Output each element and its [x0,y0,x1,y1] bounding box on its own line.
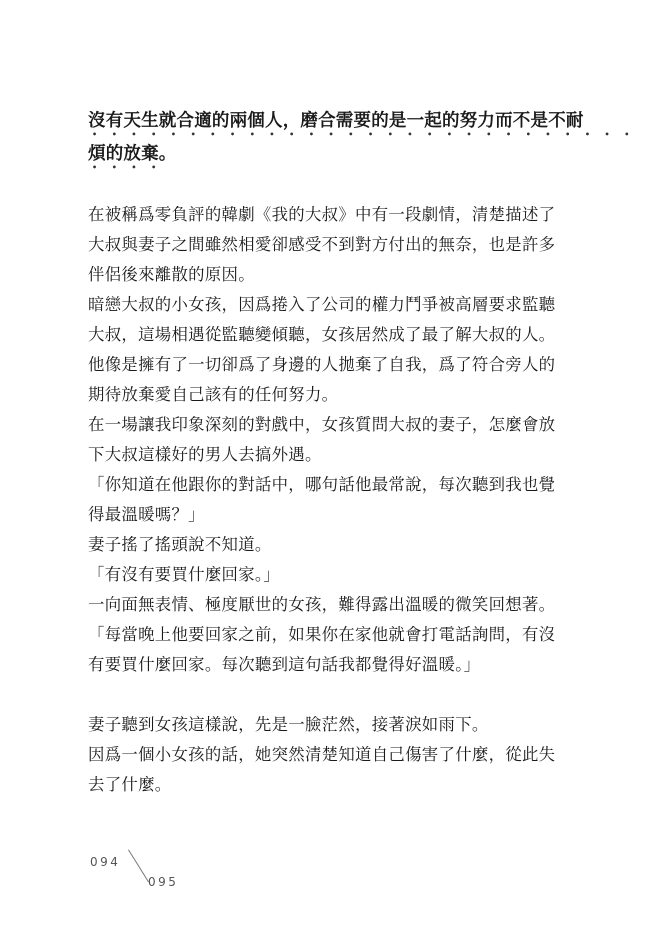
body-line: 一向面無表情、極度厭世的女孩，難得露出溫暖的微笑回想著。 [88,595,556,614]
body-line: 妻子搖了搖頭說不知道。 [88,535,272,554]
page-number-right: 095 [148,875,179,889]
body-line: 得最溫暖嗎？」 [88,505,205,524]
body-line: 去了什麼。 [88,775,172,794]
body-line: 他像是擁有了一切卻爲了身邊的人拋棄了自我，爲了符合旁人的 [88,355,556,374]
emphasis-dots-1: •••••••••••••••••••••••••••• [92,130,644,139]
page-number-divider [128,849,149,882]
paragraph-gap [88,680,563,710]
body-line: 因爲一個小女孩的話，她突然清楚知道自己傷害了什麼，從此失 [88,745,556,764]
page-number-left: 094 [90,855,121,869]
headline-text-2: 煩的放棄。 [88,144,177,164]
headline-text-1: 沒有天生就合適的兩個人，磨合需要的是一起的努力而不是不耐 [88,111,584,131]
body-line: 「每當晚上他要回家之前，如果你在家他就會打電話詢問，有沒 [88,625,556,644]
body-line: 在一場讓我印象深刻的對戲中，女孩質問大叔的妻子，怎麼會放 [88,415,556,434]
body-line: 暗戀大叔的小女孩，因爲捲入了公司的權力鬥爭被高層要求監聽 [88,295,556,314]
body-line: 大叔與妻子之間雖然相愛卻感受不到對方付出的無奈，也是許多 [88,235,556,254]
body-line: 大叔，這場相遇從監聽變傾聽，女孩居然成了最了解大叔的人。 [88,325,556,344]
body-text [88,200,563,800]
body-line: 「你知道在他跟你的對話中，哪句話他最常說，每次聽到我也覺 [88,475,556,494]
body-line: 期待放棄愛自己該有的任何努力。 [88,385,339,404]
headline [88,108,644,174]
headline-line-1 [88,108,644,141]
body-line: 「有沒有要買什麼回家。」 [88,565,281,584]
body-line: 妻子聽到女孩這樣說，先是一臉茫然，接著淚如雨下。 [88,715,489,734]
emphasis-dots-2: •••• [92,163,171,172]
body-line: 伴侶後來離散的原因。 [88,265,255,284]
body-line: 有要買什麼回家。每次聽到這句話我都覺得好溫暖。」 [88,655,481,674]
headline-line-2 [88,141,558,174]
body-line: 下大叔這樣好的男人去搞外遇。 [88,445,322,464]
body-line: 在被稱爲零負評的韓劇《我的大叔》中有一段劇情，清楚描述了 [88,205,556,224]
